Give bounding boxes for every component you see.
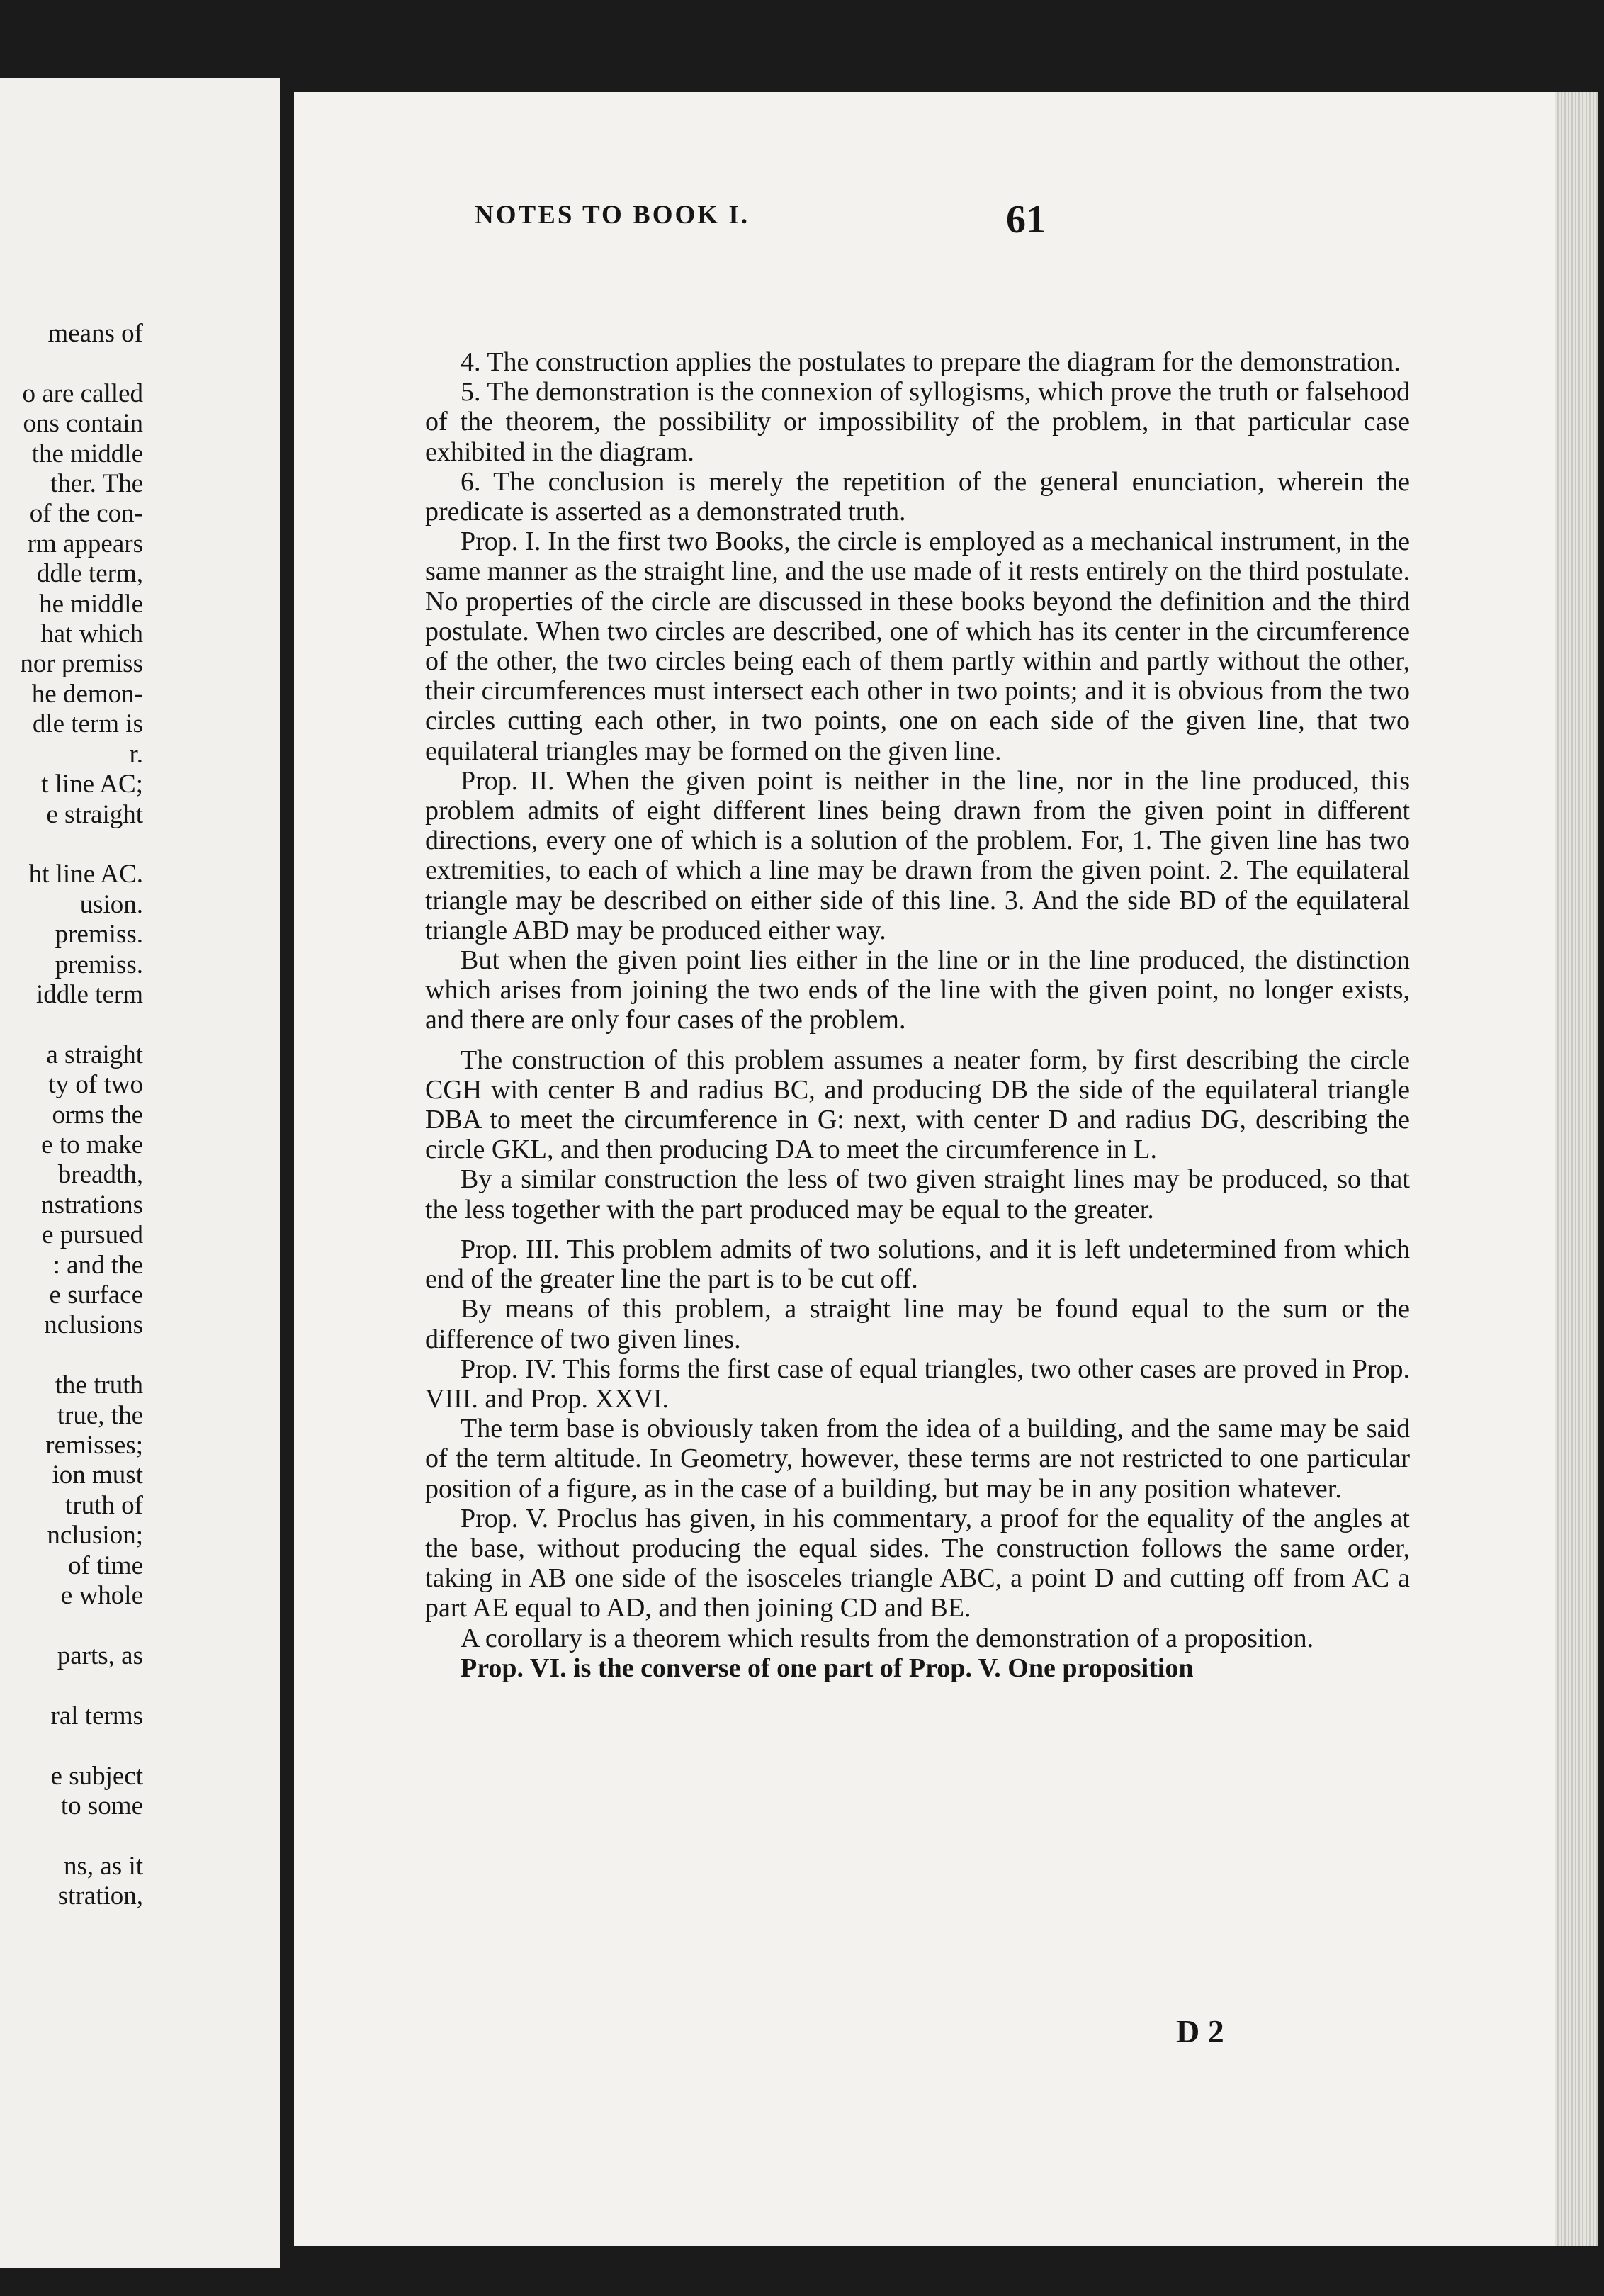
page-edge bbox=[1555, 92, 1598, 2246]
page-number: 61 bbox=[1006, 198, 1046, 242]
left-page-line bbox=[0, 1010, 280, 1040]
paragraph: Prop. IV. This forms the first case of equal triangles, two other cases are proved in Prop. VIII. and Prop. XXVI. bbox=[425, 1354, 1410, 1414]
left-page-line: ht line AC. bbox=[28, 860, 143, 889]
left-page-line: rm appears bbox=[27, 529, 143, 558]
left-page-line: : and the bbox=[52, 1250, 143, 1280]
left-page-line bbox=[0, 1821, 280, 1851]
left-page-line: nstrations bbox=[41, 1190, 143, 1220]
paragraph: But when the given point lies either in the line or in the line produced, the distinction which arises from joining the two ends of the line with the given point, no longer exists, and there are only four cases of the problem. bbox=[425, 945, 1410, 1035]
left-facing-page bbox=[0, 78, 280, 2268]
paragraph: The term base is obviously taken from the idea of a building, and the same may be said of the term altitude. In Geometry, however, these terms are not restricted to one particular position of a figure, as in the case of a building, but may be in any position whatever. bbox=[425, 1414, 1410, 1504]
left-page-line: e straight bbox=[46, 799, 143, 829]
paragraph: Prop. I. In the first two Books, the circle is employed as a mechanical instrument, in the same manner as the straight line, and the use made of it rests entirely on the third postulate. No properties of the circle are discussed in these books beyond the definition and the third postulate. When two circles are described, one of which has its center in the circumference of the other, the two circles being each of them partly within and partly without the other, their circumferences must intersect each other in two points; and it is obvious from the two circles cutting each other, in two points, one on each side of the given line, that two equilateral triangles may be formed on the given line. bbox=[425, 527, 1410, 766]
left-page-line: ion must bbox=[52, 1461, 143, 1490]
left-page-line: iddle term bbox=[35, 979, 143, 1009]
left-page-line: e to make bbox=[41, 1130, 143, 1159]
left-page-line: e subject bbox=[50, 1761, 143, 1791]
left-page-line: he middle bbox=[39, 589, 143, 619]
left-page-line bbox=[0, 349, 280, 378]
left-page-line: means of bbox=[47, 319, 143, 348]
paragraph: The construction of this problem assumes a neater form, by first describing the circle CGH with center B and radius BC, and producing DB the side of the equilateral triangle DBA to meet the circumference in G: next, with center D and radius DG, describing the circle GKL, and then producing DA to meet the circumference in L. bbox=[425, 1045, 1410, 1165]
left-page-line: he demon- bbox=[31, 679, 143, 709]
left-page-line bbox=[0, 1341, 280, 1371]
left-page-line: premiss. bbox=[55, 950, 143, 979]
paragraph: By means of this problem, a straight line may be found equal to the sum or the difference of two given lines. bbox=[425, 1294, 1410, 1354]
left-page-line: to some bbox=[60, 1791, 143, 1821]
left-page-line: premiss. bbox=[55, 920, 143, 950]
paragraph: 6. The conclusion is merely the repetition of the general enunciation, wherein the predicate is asserted as a demonstrated truth. bbox=[425, 466, 1410, 527]
left-page-line: usion. bbox=[79, 889, 143, 919]
paragraph: Prop. VI. is the converse of one part of Prop. V. One proposition bbox=[461, 1653, 1194, 1683]
left-page-line: ddle term, bbox=[36, 559, 143, 589]
left-page-line: breadth, bbox=[57, 1160, 143, 1190]
paragraph: A corollary is a theorem which results from the demonstration of a proposition. bbox=[461, 1623, 1314, 1653]
left-page-line: stration, bbox=[57, 1881, 143, 1911]
left-page-line: of the con- bbox=[29, 499, 143, 529]
left-page-line: e surface bbox=[49, 1281, 143, 1310]
left-page-line: nor premiss bbox=[20, 649, 143, 679]
left-page-line: the middle bbox=[31, 439, 143, 468]
left-page-line bbox=[0, 1671, 280, 1701]
left-page-line: o are called bbox=[22, 378, 143, 408]
paragraph: By a similar construction the less of two given straight lines may be produced, so that the less together with the part produced may be equal to the greater. bbox=[425, 1164, 1410, 1225]
left-page-line: ns, as it bbox=[63, 1851, 143, 1881]
left-page-line: a straight bbox=[46, 1040, 143, 1069]
left-page-line: the truth bbox=[55, 1371, 143, 1400]
left-page-line: ral terms bbox=[50, 1701, 143, 1731]
paragraph: 5. The demonstration is the connexion of syllogisms, which prove the truth or falsehood of the theorem, the possibility or impossibility of the problem, in that particular case exhibited in the diagram. bbox=[425, 377, 1410, 467]
left-page-line: truth of bbox=[65, 1490, 143, 1520]
signature-mark: D 2 bbox=[1176, 2013, 1224, 2049]
left-page-line: ons contain bbox=[23, 409, 143, 439]
left-page-line: e whole bbox=[60, 1581, 143, 1611]
left-page-line bbox=[0, 1611, 280, 1641]
left-page-line: true, the bbox=[57, 1400, 143, 1430]
left-page-line: e pursued bbox=[42, 1220, 143, 1250]
paragraph: Prop. V. Proclus has given, in his commentary, a proof for the equality of the angles at the base, without producing the equal sides. The construction follows the same order, taking in AB one side of the isosceles triangle ABC, a point D and cutting off from AC a part AE equal to AD, and then joining CD and BE. bbox=[425, 1503, 1410, 1623]
paragraph: Prop. II. When the given point is neither in the line, nor in the line produced, this problem admits of eight different lines being drawn from the given point in different directions, every one of which is a solution of the problem. For, 1. The given line has two extremities, to each of which a line may be drawn from the given point. 2. The equilateral triangle may be described on either side of this line. 3. And the side BD of the equilateral triangle ABD may be produced either way. bbox=[425, 765, 1410, 945]
left-page-line: remisses; bbox=[45, 1431, 143, 1461]
left-page-text bbox=[0, 319, 280, 1912]
left-page-line: parts, as bbox=[57, 1641, 143, 1670]
body-text bbox=[425, 347, 1410, 1683]
left-page-line: orms the bbox=[52, 1100, 143, 1130]
paragraph: 4. The construction applies the postulates to prepare the diagram for the demonstration. bbox=[461, 347, 1401, 377]
left-page-line: nclusion; bbox=[47, 1521, 143, 1551]
left-page-line: t line AC; bbox=[41, 770, 143, 799]
left-page-line: of time bbox=[68, 1551, 143, 1580]
left-page-line: nclusions bbox=[44, 1310, 143, 1340]
paragraph: Prop. III. This problem admits of two solutions, and it is left undetermined from which end of the greater line the part is to be cut off. bbox=[425, 1234, 1410, 1295]
left-page-line bbox=[0, 1731, 280, 1761]
running-head: NOTES TO BOOK I. bbox=[475, 201, 750, 230]
left-page-line: dle term is bbox=[32, 709, 143, 739]
left-page-line: r. bbox=[129, 739, 143, 769]
left-page-line: hat which bbox=[40, 619, 143, 649]
left-page-line bbox=[0, 830, 280, 860]
left-page-line: ther. The bbox=[50, 469, 143, 499]
left-page-line: ty of two bbox=[48, 1070, 143, 1100]
